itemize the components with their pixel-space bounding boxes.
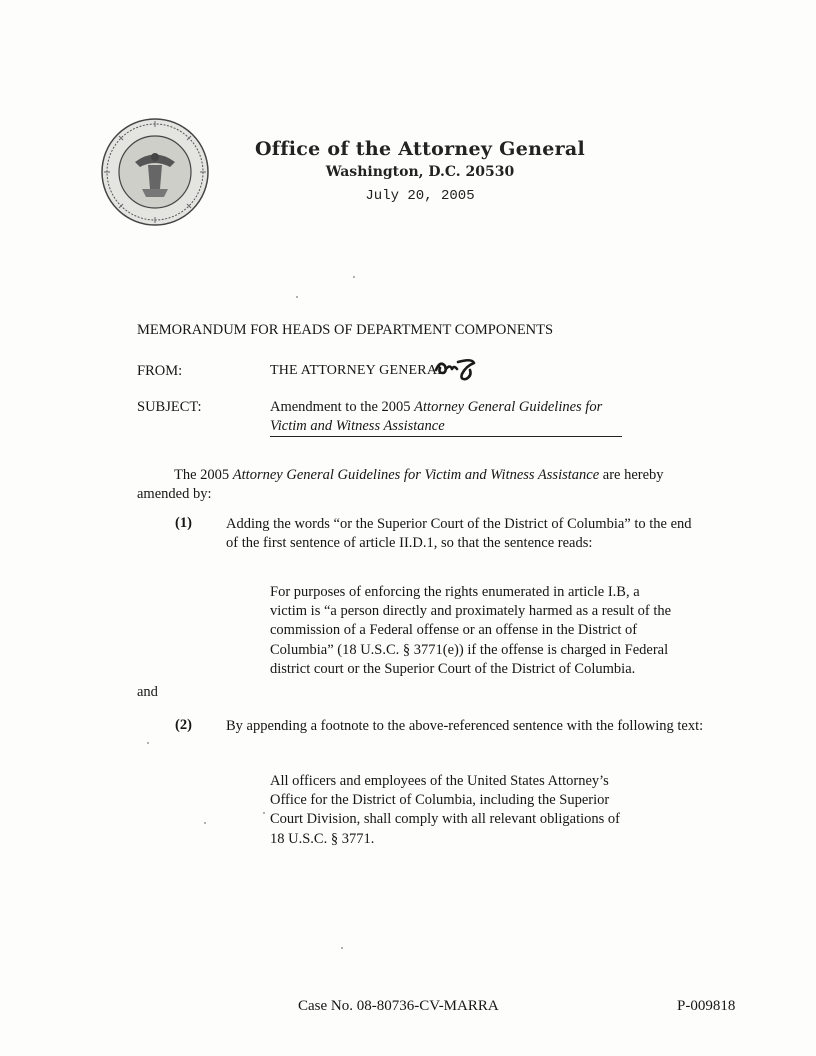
scan-speck <box>296 296 298 298</box>
item-quote-1: For purposes of enforcing the rights enumerated in article I.B, a victim is “a person directly and proximately harmed as a result of the commission of a Federal offense or an offense in the District of Columbia” (18 U.S.C. § 3771(e)) if the offense is charged in Federal district court or the Superior Court of the District of Columbia. <box>270 584 672 677</box>
footer-bates-number: P-009818 <box>677 998 736 1014</box>
subject-value <box>270 398 622 437</box>
from-label: FROM: <box>137 363 183 379</box>
conjunction-and: and <box>137 684 158 700</box>
scan-speck <box>341 947 343 949</box>
subject-italic: Attorney General Guidelines for <box>414 399 603 415</box>
item-number-2: (2) <box>175 717 192 733</box>
item-text-2: By appending a footnote to the above-referenced sentence with the following text: <box>226 718 704 734</box>
subject-label: SUBJECT: <box>137 399 202 415</box>
item-quote-2: All officers and employees of the United States Attorney’s Office for the District of Columbia, including the Superior Court Division, shall comply with all relevant obligations of 18 U.S.C. § 3771. <box>270 773 620 847</box>
scan-speck <box>263 812 265 814</box>
intro-suffix: are hereby amended by: <box>137 467 664 502</box>
subject-line2: Victim and Witness Assistance <box>270 418 445 434</box>
doj-seal-icon <box>100 117 210 227</box>
from-value: THE ATTORNEY GENERAL <box>270 363 446 378</box>
scan-speck <box>147 742 149 744</box>
handwritten-initials-icon <box>432 354 502 384</box>
letterhead-office: Office of the Attorney General <box>254 138 586 160</box>
item-text-1: Adding the words “or the Superior Court of the District of Columbia” to the end of the first sentence of article II.D.1, so that the sentence reads: <box>226 516 692 551</box>
footer-case-number: Case No. 08-80736-CV-MARRA <box>298 998 499 1014</box>
intro-italic: Attorney General Guidelines for Victim and Witness Assistance <box>232 467 600 483</box>
intro-prefix: The 2005 <box>174 467 233 483</box>
subject-prefix: Amendment to the 2005 <box>270 399 415 415</box>
memo-date: July 20, 2005 <box>365 188 475 204</box>
letterhead-city: Washington, D.C. 20530 <box>325 164 515 180</box>
scan-speck <box>353 276 355 278</box>
intro-paragraph <box>137 466 697 504</box>
scan-speck <box>204 822 206 824</box>
item-number-1: (1) <box>175 515 192 531</box>
memo-heading: MEMORANDUM FOR HEADS OF DEPARTMENT COMPONENTS <box>137 322 554 338</box>
